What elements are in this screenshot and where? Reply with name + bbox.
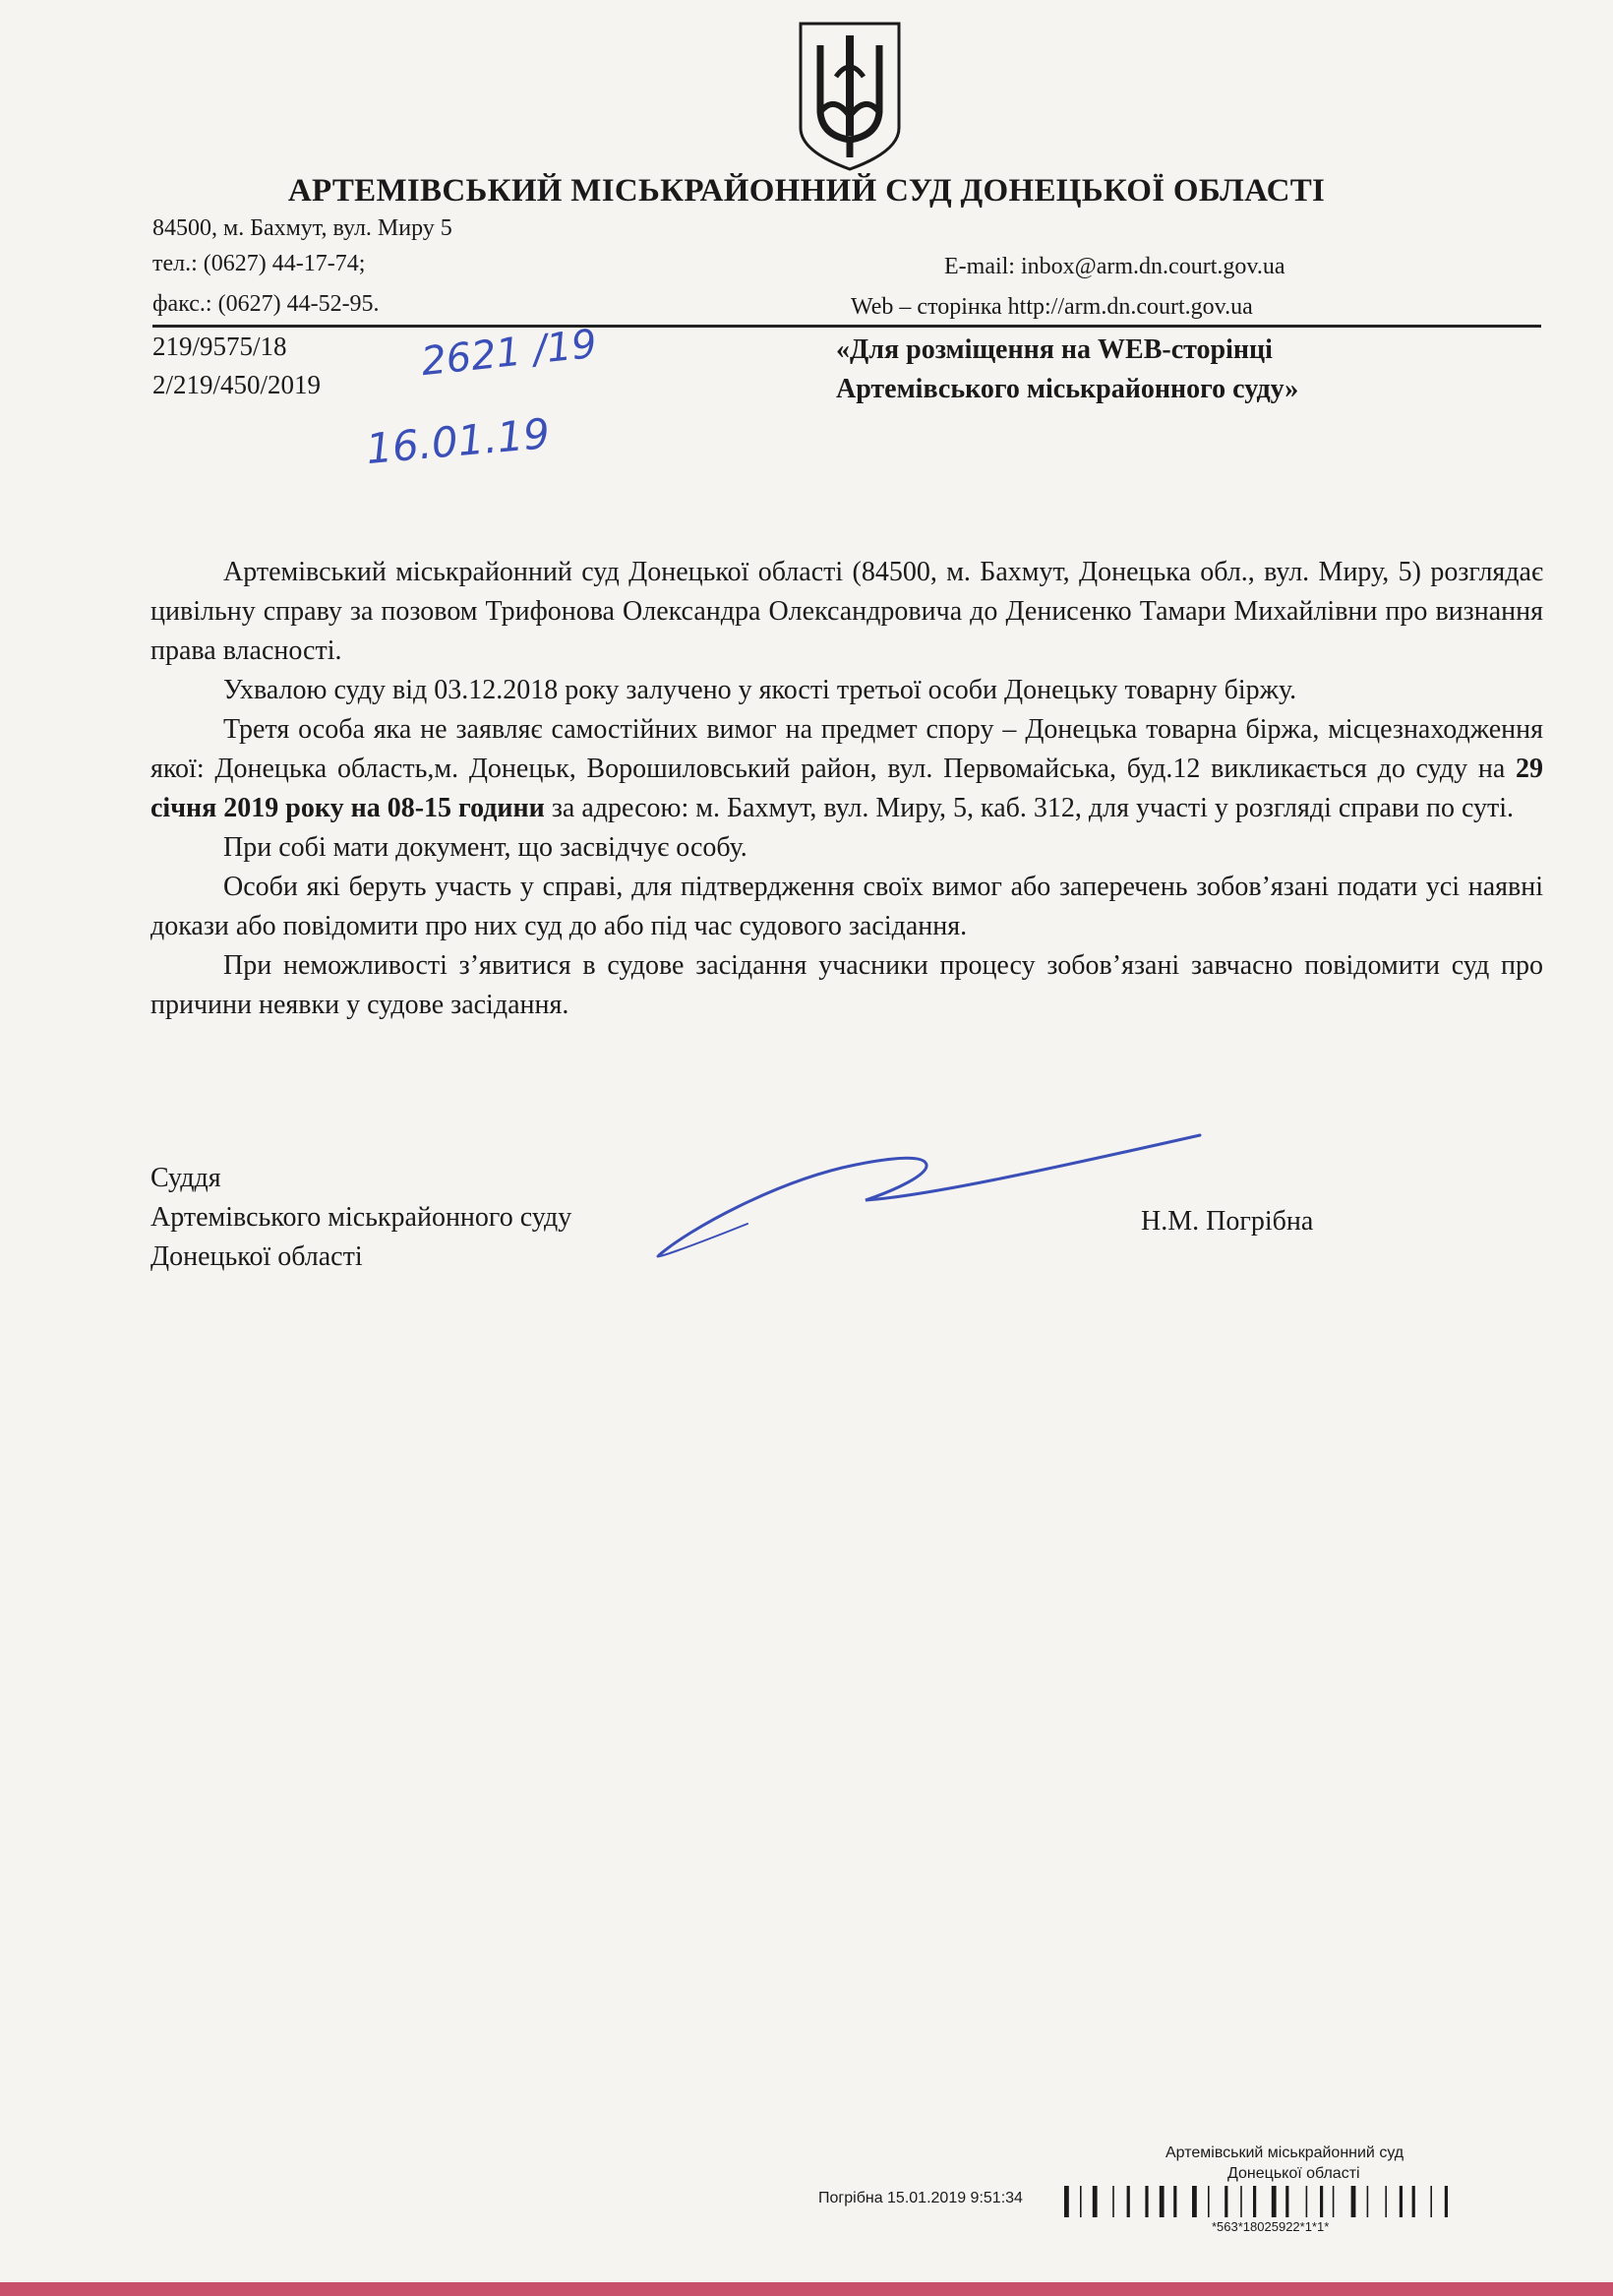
signer-role: Суддя	[150, 1163, 221, 1193]
handwritten-registration-date: 16.01.19	[364, 408, 552, 474]
web-note-line2: Артемівського міськрайонного суду»	[836, 374, 1299, 404]
body-paragraph: Ухвалою суду від 03.12.2018 року залучено у якості третьої особи Донецьку товарну біржу.	[223, 675, 1297, 705]
court-fax: факс.: (0627) 44-52-95.	[152, 291, 380, 317]
case-number: 219/9575/18	[152, 332, 287, 361]
summons-text-end: за адресою: м. Бахмут, вул. Миру, 5, каб. 312, для участі у розгляді справи по суті.	[544, 793, 1515, 823]
body-paragraph-summons	[150, 710, 1543, 828]
court-address: 84500, м. Бахмут, вул. Миру 5	[152, 215, 452, 241]
coat-of-arms-icon	[793, 18, 907, 173]
body-paragraph: При неможливості з’явитися в судове засідання учасники процесу зобов’язані завчасно повідомити суд про причини неявки у судове засідання.	[150, 950, 1543, 1020]
page-edge	[0, 2282, 1613, 2296]
signer-court-line2: Донецької області	[150, 1241, 363, 1272]
hearing-date-time: 29 січня 2019 року на 08-15 години	[150, 754, 1543, 823]
case-references	[152, 328, 321, 404]
court-website: Web – сторінка http://arm.dn.court.gov.ua	[851, 294, 1253, 320]
summons-text-start: Третя особа яка не заявляє самостійних вимог на предмет спору – Донецька товарна біржа, місцезнаходження якої: Донецька область,м. Донецьк, Ворошиловський район, вул. Первомайська, буд.12 викликається до суду на	[150, 714, 1543, 784]
body-paragraph: При собі мати документ, що засвідчує особу.	[223, 832, 747, 863]
judge-name: Н.М. Погрібна	[1141, 1206, 1314, 1237]
proceeding-number: 2/219/450/2019	[152, 370, 322, 399]
signature-block	[150, 1159, 571, 1277]
stamp-court-line1: Артемівський міськрайонний суд	[1165, 2145, 1404, 2161]
court-email: E-mail: inbox@arm.dn.court.gov.ua	[944, 254, 1285, 279]
signer-court-line1: Артемівського міськрайонного суду	[150, 1202, 572, 1233]
notice-body	[150, 553, 1543, 1025]
body-paragraph: Особи які беруть участь у справі, для підтвердження своїх вимог або заперечень зобов’язані подати усі наявні докази або повідомити про них суд до або під час судового засідання.	[150, 872, 1543, 941]
court-title: АРТЕМІВСЬКИЙ МІСЬКРАЙОННИЙ СУД ДОНЕЦЬКОЇ ОБЛАСТІ	[287, 173, 1326, 209]
handwritten-signature-icon	[629, 1121, 1220, 1269]
web-note-line1: «Для розміщення на WEB-сторінці	[836, 334, 1273, 365]
handwritten-registration-number: 2621 /19	[419, 321, 599, 386]
body-paragraph: Артемівський міськрайонний суд Донецької області (84500, м. Бахмут, Донецька обл., вул. Миру, 5) розглядає цивільну справу за позовом Трифонова Олександра Олександровича до Денисенко Тамари Михайлівни про визнання права власності.	[150, 557, 1543, 666]
stamp-registration: Погрібна 15.01.2019 9:51:34	[818, 2190, 1023, 2206]
court-phone: тел.: (0627) 44-17-74;	[152, 251, 366, 276]
barcode-icon	[1064, 2186, 1546, 2217]
stamp-court-line2: Донецької області	[1227, 2165, 1360, 2182]
header-divider	[152, 325, 1541, 328]
barcode-text: *563*18025922*1*1*	[1212, 2219, 1330, 2234]
web-publication-note	[836, 331, 1298, 409]
